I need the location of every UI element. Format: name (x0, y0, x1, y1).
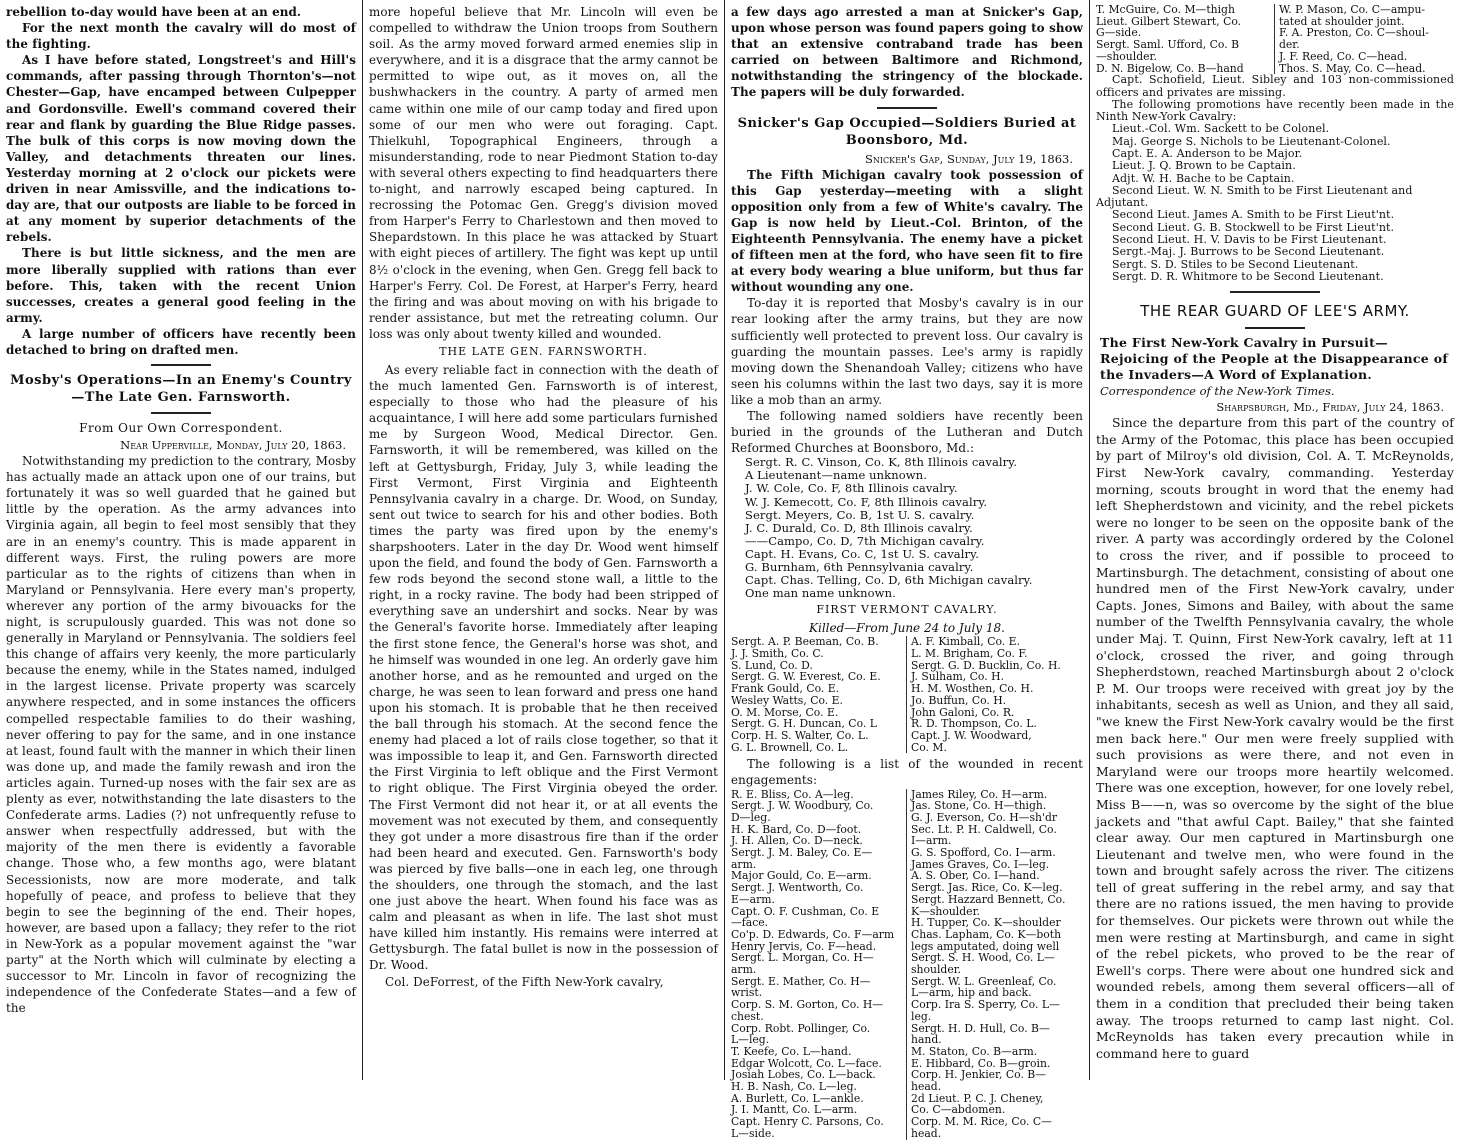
list-item: shoulder. (911, 963, 962, 977)
article-text: As I have before stated, Longstreet's and Hill's commands, after passing through Thornton's—not Chester—Gap, have encamped between Culpepper and Gordonsville. Ewell's command covered their rear and flank by guarding the Blue Ridge passes. The bulk of this corps is now moving down the Valley, and detachments threaten our lines. Yesterday morning at 2 o'clock our pickets were driven in near Amissville, and the indications to-day are, that our outposts are liable to be forced in at any moment by superior detachments of the rebels. (6, 53, 356, 245)
list-item: E—arm. (731, 892, 775, 906)
list-item: head. (911, 1080, 942, 1094)
article-title: THE REAR GUARD OF LEE'S ARMY. (1140, 302, 1410, 321)
list-item: hand. (911, 1033, 942, 1047)
list-item: Capt. Henry C. Parsons, Co. (731, 1115, 884, 1129)
promotion-item: Second Lieut. W. N. Smith to be First Lieutenant and Adjutant. (1096, 183, 1413, 210)
list-item: Sergt. L. Morgan, Co. H— (731, 951, 874, 965)
list-item: J. Sulham, Co. H. (911, 670, 1004, 684)
list-item: ——Campo, Co. D, 7th Michigan cavalry. (745, 533, 985, 548)
divider (877, 107, 937, 109)
list-item: Corp. S. M. Gorton, Co. H— (731, 998, 884, 1012)
promotion-item: Lieut.-Col. Wm. Sackett to be Colonel. (1112, 122, 1330, 136)
list-item: Co. M. (911, 740, 947, 754)
missing-text: Capt. Schofield, Lieut. Sibley and 103 non-commissioned officers and privates are missing. (1096, 73, 1454, 99)
list-item: Sergt. Saml. Ufford, Co. B (1096, 38, 1240, 52)
article-text: There is but little sickness, and the men are more liberally supplied with rations than ever before. This, taken with the recent Union successes, creates a general good feeling in the army. (6, 246, 356, 325)
article-text: rebellion to-day would have been at an end. (6, 5, 302, 19)
article-text: more hopeful believe that Mr. Lincoln will even be compelled to withdraw the Union troops from Southern soil. As the army moved forward armed enemies slip in everywhere, and it is a disgrace that the army cannot be permitted to wipe out, as it moves on, all the bushwhackers in the country. A party of armed men came within one mile of our camp today and fired upon some of our men who were out foraging. Capt. Thielkuhl, Topographical Engineers, through a misunderstanding, rode to near Piedmont Station to-day with several others expecting to find headquarters there to-night, and narrowly escaped being captured. In recrossing the Potomac Gen. Gregg's division moved from Harper's Ferry to Charlestown and then moved to Shepardstown. In this place he was attacked by Stuart with eight pieces of artillery. The fight was kept up until 8½ o'clock in the evening, when Gen. Gregg fell back to Harper's Ferry. Col. De Forest, at Harper's Ferry, heard the firing and was about moving on with his brigade to render assistance, but met the retreating column. Our loss was only about twenty killed and wounded. (369, 5, 718, 341)
list-item: K—shoulder. (911, 904, 980, 918)
list-item: W. J. Kemecott, Co. F, 8th Illinois cavalry. (745, 494, 988, 509)
section-title: FIRST VERMONT CAVALRY. (816, 603, 998, 617)
divider (1245, 327, 1305, 329)
list-item: Corp. M. M. Rice, Co. C— (911, 1115, 1052, 1129)
list-item: chest. (731, 1009, 764, 1023)
article-text: Col. DeForrest, of the Fifth New-York cavalry, (385, 974, 664, 989)
list-item: 2d Lieut. P. C. J. Cheney, (911, 1091, 1044, 1105)
list-item: Sergt. S. H. Wood, Co. L— (911, 951, 1055, 965)
dateline: Snicker's Gap, Sunday, July 19, 1863. (865, 151, 1073, 166)
promotion-item: Second Lieut. G. B. Stockwell to be First Lieut'nt. (1112, 220, 1395, 234)
wounded-list-right (907, 789, 1083, 1140)
list-item: R. D. Thompson, Co. L. (911, 717, 1037, 731)
list-item: Frank Gould, Co. E. (731, 682, 840, 696)
list-item: G. J. Everson, Co. H—sh'dr (911, 810, 1058, 824)
list-item: O. M. Morse, Co. E. (731, 705, 839, 719)
promotions-intro: The following promotions have recently been made in the Ninth New-York Cavalry: (1096, 97, 1454, 124)
wounded-list (731, 789, 1083, 1140)
list-item: T. Keefe, Co. L—hand. (731, 1044, 852, 1058)
list-item: G. S. Spofford, Co. I—arm. (911, 846, 1056, 860)
list-item: James Riley, Co. H—arm. (911, 787, 1048, 801)
list-item: John Galoni, Co. R. (911, 705, 1015, 719)
list-item: H. M. Wosthen, Co. H. (911, 682, 1034, 696)
list-item: wrist. (731, 986, 763, 1000)
article-body: Since the departure from this part of the country of the Army of the Potomac, this place has been occupied by part of Milroy's old division, Col. A. T. McReynolds, First New-York cavalry, commanding. Yesterday morning, scouts brought in word that the enemy had left Shepherdstown and vicinity, and the rebel pickets were no longer to be seen on the opposite bank of the river. A party was accordingly ordered by the Colonel to cross the river, and if possible to proceed to Martinsburgh. The detachment, consisting of about one hundred men of the First New-York cavalry, under Capts. Jones, Simons and Bailey, with about the same number of the Twelfth Pennsylvania cavalry, the whole under Maj. T. Quinn, First New-York cavalry, left at 11 o'clock, crossed the river, and going through Shepherdstown, reached Martinsburgh about 2 o'clock P. M. Our troops were received with great joy by the inhabitants, secesh as well as Union, and they all said, "we knew the First New-York cavalry would be the first men back here." Our men were freely supplied with such provisions as were there, and not even in Maryland were our troops more heartily welcomed. There was one exception, however, for one lovely rebel, Miss B——n, was so overcome by the sight of the blue jackets and "that awful Capt. Bailey," that she fainted clear away. Our men captured in Martinsburgh one Lieutenant and twelve men, who were found in the town and brought safely across the river. The citizens tell of great suffering in the rebel army, and say that there are no rations issued, the men having to provide for themselves. Our pickets were thrown out while the men were resting at Martinsburgh, and came in sight of the rebel pickets, who proved to be the rear of Ewell's corps. There were about one hundred sick and wounded rebels, among them several officers—all of them in a condition that precluded their being taken away. The troops returned to camp last night. Col. McReynolds has taken every precaution while in command here to guard (1096, 415, 1454, 1061)
list-item: Edgar Wolcott, Co. L—face. (731, 1056, 882, 1070)
list-item: L—side. (731, 1126, 775, 1140)
list-item: J. F. Reed, Co. C—head. (1279, 49, 1408, 63)
list-item: Wesley Watts, Co. E. (731, 693, 843, 707)
list-item: Jo. Buffun, Co. H. (911, 693, 1007, 707)
list-item: J. H. Allen, Co. D—neck. (731, 834, 863, 848)
headline: The First New-York Cavalry in Pursuit—Rejoicing of the People at the Disappearance of the Invaders—A Word of Explanation. (1100, 335, 1449, 383)
list-item: Corp. H. S. Walter, Co. L. (731, 728, 869, 742)
article-text: a few days ago arrested a man at Snicker's Gap, upon whose person was found papers going to show that an extensive contraband trade has been carried on between Baltimore and Richmond, notwithstanding the stringency of the blockade. The papers will be duly forwarded. (731, 5, 1083, 100)
promotion-item: Lieut. J. Q. Brown to be Captain. (1112, 159, 1296, 173)
list-item: Capt. J. W. Woodward, (911, 728, 1032, 742)
list-item: A. Burlett, Co. L—ankle. (731, 1091, 864, 1105)
list-item: Co'p. D. Edwards, Co. F—arm (731, 927, 895, 941)
promotion-item: Sergt.-Maj. J. Burrows to be Second Lieutenant. (1112, 245, 1385, 259)
list-item: D. N. Bigelow, Co. B—hand (1096, 61, 1244, 75)
list-item: R. E. Bliss, Co. A—leg. (731, 787, 854, 801)
list-item: Sergt. G. W. Everest, Co. E. (731, 670, 881, 684)
list-item: Sergt. A. P. Beeman, Co. B. (731, 635, 879, 649)
list-item: Corp. Robt. Pollinger, Co. (731, 1021, 871, 1035)
list-item: Sergt. Hazzard Bennett, Co. (911, 892, 1066, 906)
list-item: J. I. Mantt, Co. L—arm. (731, 1103, 858, 1117)
list-item: Sergt. G. H. Duncan, Co. L (731, 717, 877, 731)
dateline: Near Upperville, Monday, July 20, 1863. (120, 438, 346, 453)
list-item: Capt. Chas. Telling, Co. D, 6th Michigan cavalry. (745, 573, 1033, 588)
list-item: legs amputated, doing well (911, 939, 1060, 953)
list-item: H. Tupper, Co. K—shoulder (911, 916, 1061, 930)
list-item: Corp. H. Jenkier, Co. B— (911, 1068, 1047, 1082)
section-title: THE LATE GEN. FARNSWORTH. (439, 344, 648, 358)
list-item: Henry Jervis, Co. F—head. (731, 939, 877, 953)
list-item: James Graves, Co. I—leg. (911, 857, 1050, 871)
wounded-list-continued (1096, 4, 1454, 74)
list-item: arm. (731, 857, 757, 871)
list-item: A. S. Ober, Co. I—hand. (911, 869, 1040, 883)
list-item: Major Gould, Co. E—arm. (731, 869, 872, 883)
list-item: arm. (731, 963, 757, 977)
list-item: S. Lund, Co. D. (731, 658, 813, 672)
column-2 (362, 0, 724, 1080)
list-item: W. P. Mason, Co. C—ampu- (1279, 3, 1426, 16)
promotion-item: Sergt. D. R. Whitmore to be Second Lieutenant. (1112, 269, 1384, 283)
list-item: I—arm. (911, 834, 952, 848)
list-item: A Lieutenant—name unknown. (745, 468, 927, 483)
article-text: A large number of officers have recently been detached to bring on drafted men. (6, 326, 356, 357)
list-item: Jas. Stone, Co. H—thigh. (911, 799, 1047, 813)
list-item: Sergt. E. Mather, Co. H— (731, 974, 871, 988)
list-item: Sec. Lt. P. H. Caldwell, Co. (911, 822, 1057, 836)
wounded-list-left (731, 789, 907, 1140)
promotions-list (1096, 123, 1454, 283)
list-item: Sergt. J. W. Woodbury, Co. (731, 799, 874, 813)
buried-list (731, 456, 1083, 600)
correspondence-line: Correspondence of the New-York Times. (1100, 384, 1335, 399)
list-item: Sergt. H. D. Hull, Co. B— (911, 1021, 1050, 1035)
list-item: Josiah Lobes, Co. L—back. (731, 1068, 876, 1082)
list-item: Sergt. Meyers, Co. B, 1st U. S. cavalry. (745, 507, 975, 522)
article-text: As every reliable fact in connection with the death of the much lamented Gen. Farnsworth is of interest, especially to those who had the pleasure of his acquaintance, I will here add some particulars furnished me by Surgeon Wood, Medical Director. Gen. Farnsworth, it will be remembered, was killed on the left at Gettysburgh, Friday, July 3, while leading the First Vermont, First Virginia and Eighteenth Pennsylvania cavalry in a charge. Dr. Wood, on Sunday, sent out twice to search for his and other bodies. Both times the party was fired upon by the enemy's sharpshooters. Later in the day Dr. Wood went himself upon the field, and found the body of Gen. Farnsworth a few rods beyond the second stone wall, a little to the right, in a rocky ravine. The body had been stripped of everything save an undershirt and socks. Near by was the General's favorite horse. Immediately after leaping the first stone fence, the General's horse was shot, and he himself was wounded in one leg. An orderly gave him another horse, and as he remounted and urged on the charge, he was seen to lean forward and press one hand upon his stomach. It is probable that he then received the ball through his stomach. At the second fence the enemy had placed a lot of rails close together, so that it was impossible to leap it, and Gen. Farnsworth directed the First Virginia to left oblique and the First Vermont to right oblique. The First Virginia obeyed the order. The First Vermont did not hear it, or at all events the movement was not executed by them, and consequently they got under a more disastrous fire than if the order had been heard and executed. Gen. Farnsworth's body was pierced by five balls—one in each leg, one through the shoulders, one through the stomach, and the last one just above the heart. When found his face was as calm and pleasant as when in life. The last shot must have killed him instantly. His remains were interred at Gettysburgh. The fatal bullet is now in the possession of Dr. Wood. (369, 362, 718, 973)
list-item: Co. C—abdomen. (911, 1103, 1006, 1117)
divider (151, 412, 211, 414)
column-1 (0, 0, 362, 1080)
list-item: H. B. Nash, Co. L—leg. (731, 1080, 857, 1094)
article-text: To-day it is reported that Mosby's cavalry is in our rear looking after the army trains, but they are now sufficiently well protected to prevent loss. Our cavalry is guarding the mountain passes. Lee's army is rapidly moving down the Shenandoah Valley; citizens who have seen his columns within the last two days, say it is more like a mob than an army. (731, 296, 1083, 407)
killed-list-left (731, 636, 907, 753)
list-item: Sergt. W. L. Greenleaf, Co. (911, 974, 1057, 988)
divider (151, 364, 211, 366)
list-item: der. (1279, 38, 1300, 52)
list-item: tated at shoulder joint. (1279, 14, 1405, 28)
list-item: leg. (911, 1009, 932, 1023)
list-item: Sergt. R. C. Vinson, Co. K, 8th Illinois cavalry. (745, 455, 1018, 470)
list-item: Chas. Lapham, Co. K—both (911, 927, 1062, 941)
list-item: H. K. Bard, Co. D—foot. (731, 822, 862, 836)
list-item: L—arm, hip and back. (911, 986, 1032, 1000)
promotion-item: Sergt. S. D. Stiles to be Second Lieutenant. (1112, 257, 1359, 271)
article-body: Notwithstanding my prediction to the contrary, Mosby has actually made an attack upon one of our trains, but fortunately it was so well guarded that he gained but little by the operation. As the army advances into Virginia again, all begin to feel most sensibly that they are in an enemy's country. This is made apparent in different ways. First, the ruling powers are more particular as to the rights of citizens than when in Maryland or Pennsylvania. Here every man's property, wherever any portion of the army bivouacks for the night, is scrupulously guarded. This was not done so generally in Maryland or Pennsylvania. The soldiers feel this change of affairs very keenly, the more particularly because the enemy, while in the States named, indulged in the largest license. Private property was scarcely anywhere respected, and in some instances the officers compelled respectable families to do their washing, never offering to pay for the same, and in one instance at least, found fault with the manner in which their linen was done up, and made the family rewash and iron the articles again. Turned-up noses with the fair sex are as plenty as ever, notwithstanding the late disasters to the Confederate arms. Ladies (?) not unfrequently refuse to answer when respectfully addressed, but with the majority of the men there is evidently a favorable change. Those who, a few months ago, were blatant Secessionists, now are more moderate, and talk hopefully of peace, and profess to believe that they begin to see the beginning of the end. Their hopes, however, are based upon a fallacy; they refer to the riot in New-York as a popular movement against the "war party" at the North which will culminate by electing a successor to Mr. Lincoln in favor of recognizing the independence of the Confederate States—and a few of the (6, 454, 356, 1016)
promotion-item: Second Lieut. H. V. Davis to be First Lieutenant. (1112, 233, 1387, 247)
wounded-list-right (1275, 4, 1454, 74)
killed-list (731, 636, 1083, 753)
article-text: The following named soldiers have recently been buried in the grounds of the Lutheran and Dutch Reformed Churches at Boonsboro, Md.: (731, 408, 1083, 456)
list-item: —face. (731, 916, 769, 930)
list-item: Sergt. J. Wentworth, Co. (731, 881, 864, 895)
list-item: Thos. S. May, Co. C—head. (1279, 61, 1426, 75)
article-text: For the next month the cavalry will do most of the fighting. (6, 21, 356, 52)
list-item: Sergt. G. D. Bucklin, Co. H. (911, 658, 1061, 672)
list-item: E. Hibbard, Co. B—groin. (911, 1056, 1051, 1070)
list-item: L—leg. (731, 1033, 770, 1047)
promotion-item: Second Lieut. James A. Smith to be First Lieut'nt. (1112, 208, 1395, 222)
promotion-item: Maj. George S. Nichols to be Lieutenant-Colonel. (1112, 134, 1391, 148)
column-3 (724, 0, 1089, 1140)
list-item: G. Burnham, 6th Pennsylvania cavalry. (745, 560, 974, 574)
headline: Snicker's Gap Occupied—Soldiers Buried at Boonsboro, Md. (737, 115, 1077, 148)
list-item: Capt. O. F. Cushman, Co. E (731, 904, 880, 918)
list-item: J. W. Cole, Co. F, 8th Illinois cavalry. (745, 481, 958, 496)
killed-list-right (907, 636, 1083, 753)
list-item: L. M. Brigham, Co. F. (911, 646, 1028, 660)
list-item: D—leg. (731, 810, 771, 824)
list-item: —shoulder. (1096, 49, 1157, 63)
list-item: F. A. Preston, Co. C—shoul- (1279, 26, 1429, 40)
list-item: G—side. (1096, 26, 1142, 40)
promotion-item: Capt. E. A. Anderson to be Major. (1112, 147, 1303, 160)
list-item: One man name unknown. (745, 586, 896, 601)
column-4 (1089, 0, 1460, 1080)
list-item: J. J. Smith, Co. C. (731, 646, 824, 660)
killed-subtitle: Killed—From June 24 to July 18. (809, 621, 1005, 636)
list-item: Capt. H. Evans, Co. C, 1st U. S. cavalry. (745, 546, 979, 561)
list-item: Sergt. Jas. Rice, Co. K—leg. (911, 881, 1063, 895)
list-item: G. L. Brownell, Co. L. (731, 740, 849, 754)
list-item: Sergt. J. M. Baley, Co. E— (731, 846, 873, 860)
dateline: Sharpsburgh, Md., Friday, July 24, 1863. (1216, 400, 1444, 415)
list-item: Lieut. Gilbert Stewart, Co. (1096, 14, 1242, 28)
promotion-item: Adjt. W. H. Bache to be Captain. (1112, 171, 1295, 185)
wounded-list-left (1096, 4, 1275, 74)
list-item: J. C. Durald, Co. D, 8th Illinois cavalry. (745, 520, 973, 535)
list-item: M. Staton, Co. B—arm. (911, 1044, 1038, 1058)
article-text: The Fifth Michigan cavalry took possession of this Gap yesterday—meeting with a slight opposition only from a few of White's cavalry. The Gap is now held by Lieut.-Col. Brinton, of the Eighteenth Pennsylvania. The enemy have a picket of fifteen men at the ford, who have seen fit to fire at every body wearing a blue uniform, but thus far without wounding any one. (731, 167, 1083, 295)
byline: From Our Own Correspondent. (79, 421, 283, 436)
headline: Mosby's Operations—In an Enemy's Country —The Late Gen. Farnsworth. (10, 373, 352, 406)
divider (1230, 291, 1320, 293)
list-item: Corp. Ira S. Sperry, Co. L— (911, 998, 1060, 1012)
wounded-intro: The following is a list of the wounded in recent engagements: (731, 757, 1083, 788)
list-item: T. McGuire, Co. M—thigh (1096, 3, 1235, 16)
list-item: head. (911, 1126, 942, 1140)
list-item: A. F. Kimball, Co. E. (911, 635, 1020, 649)
